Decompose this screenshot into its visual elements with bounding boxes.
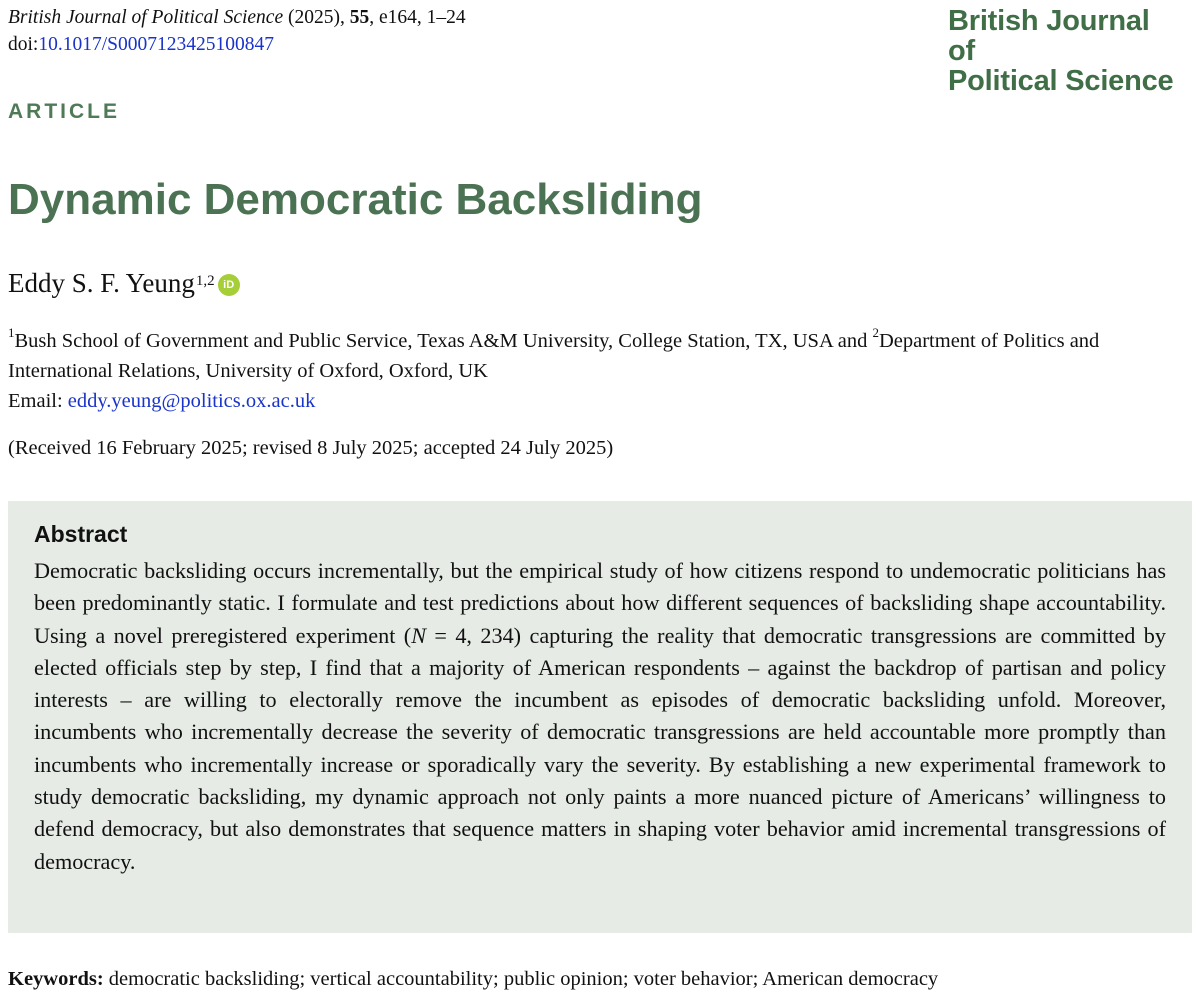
abstract-text-part-2: ) capturing the reality that democratic transgressions are committed by elected officials step by step, I find that a majority of American respondents – against the backdrop of partisan and policy interests – are willing to electorally remove the incumbent as episodes of democratic backsliding unfold. Moreover, incumbents who incrementally decrease the severity of democratic transgressions are held accountable more promptly than incumbents who incrementally increase or sporadically vary the severity. By establishing a new experimental framework to study democratic backsliding, my dynamic approach not only paints a more nuanced picture of Americans’ willingness to defend democracy, but also demonstrates that sequence matters in shaping voter behavior amid incremental transgressions of democracy. [34, 622, 1166, 874]
keywords-label: Keywords: [8, 968, 104, 990]
citation-line [8, 4, 466, 31]
journal-logo [948, 6, 1178, 96]
citation-year: (2025), [283, 7, 350, 28]
affiliation-1: Bush School of Government and Public Service, Texas A&M University, College Station, TX, USA and [14, 329, 873, 352]
affiliations-text [8, 320, 1198, 386]
citation-volume: 55 [349, 7, 370, 28]
abstract-box [8, 501, 1192, 933]
author-line [8, 266, 240, 300]
abstract-heading: Abstract [34, 521, 128, 547]
citation-pages: , e164, 1–24 [369, 7, 466, 28]
orcid-icon[interactable]: iD [218, 274, 240, 296]
keywords-line [8, 965, 938, 993]
abstract-n-value: = 4, 234 [426, 622, 514, 648]
affiliation-2: Department of Politics and International Relations, University of Oxford, Oxford, UK [8, 329, 1100, 382]
affiliations-block [8, 320, 1198, 416]
journal-name: British Journal of Political Science [8, 7, 284, 28]
journal-logo-line-1: British Journal of [948, 5, 1150, 67]
affiliation-mark-2: 2 [872, 325, 879, 340]
email-link[interactable]: eddy.yeung@politics.ox.ac.uk [67, 389, 316, 412]
abstract-text [34, 555, 1166, 878]
citation-block [8, 4, 466, 58]
affiliation-mark-1: 1 [8, 325, 15, 340]
article-type-label: ARTICLE [8, 100, 120, 123]
article-title: Dynamic Democratic Backsliding [8, 175, 703, 224]
journal-logo-line-2: Political Science [948, 65, 1174, 97]
abstract-n-symbol: N [411, 622, 426, 648]
doi-link[interactable]: 10.1017/S0007123425100847 [38, 34, 274, 55]
submission-dates: (Received 16 February 2025; revised 8 July 2025; accepted 24 July 2025) [8, 437, 614, 459]
abstract-text-part-1: Democratic backsliding occurs incrementally, but the empirical study of how citizens respond to undemocratic politicians has been predominantly static. I formulate and test predictions about how different sequences of backsliding shape accountability. Using a novel preregistered experiment ( [34, 558, 1166, 648]
author-affiliation-marks: 1,2 [195, 273, 215, 289]
doi-line [8, 31, 466, 58]
author-name: Eddy S. F. Yeung [8, 268, 195, 298]
email-line [8, 386, 1198, 416]
email-label: Email: [8, 389, 68, 412]
keywords-list: democratic backsliding; vertical accountability; public opinion; voter behavior; American democracy [103, 968, 939, 990]
doi-prefix: doi: [8, 34, 39, 55]
